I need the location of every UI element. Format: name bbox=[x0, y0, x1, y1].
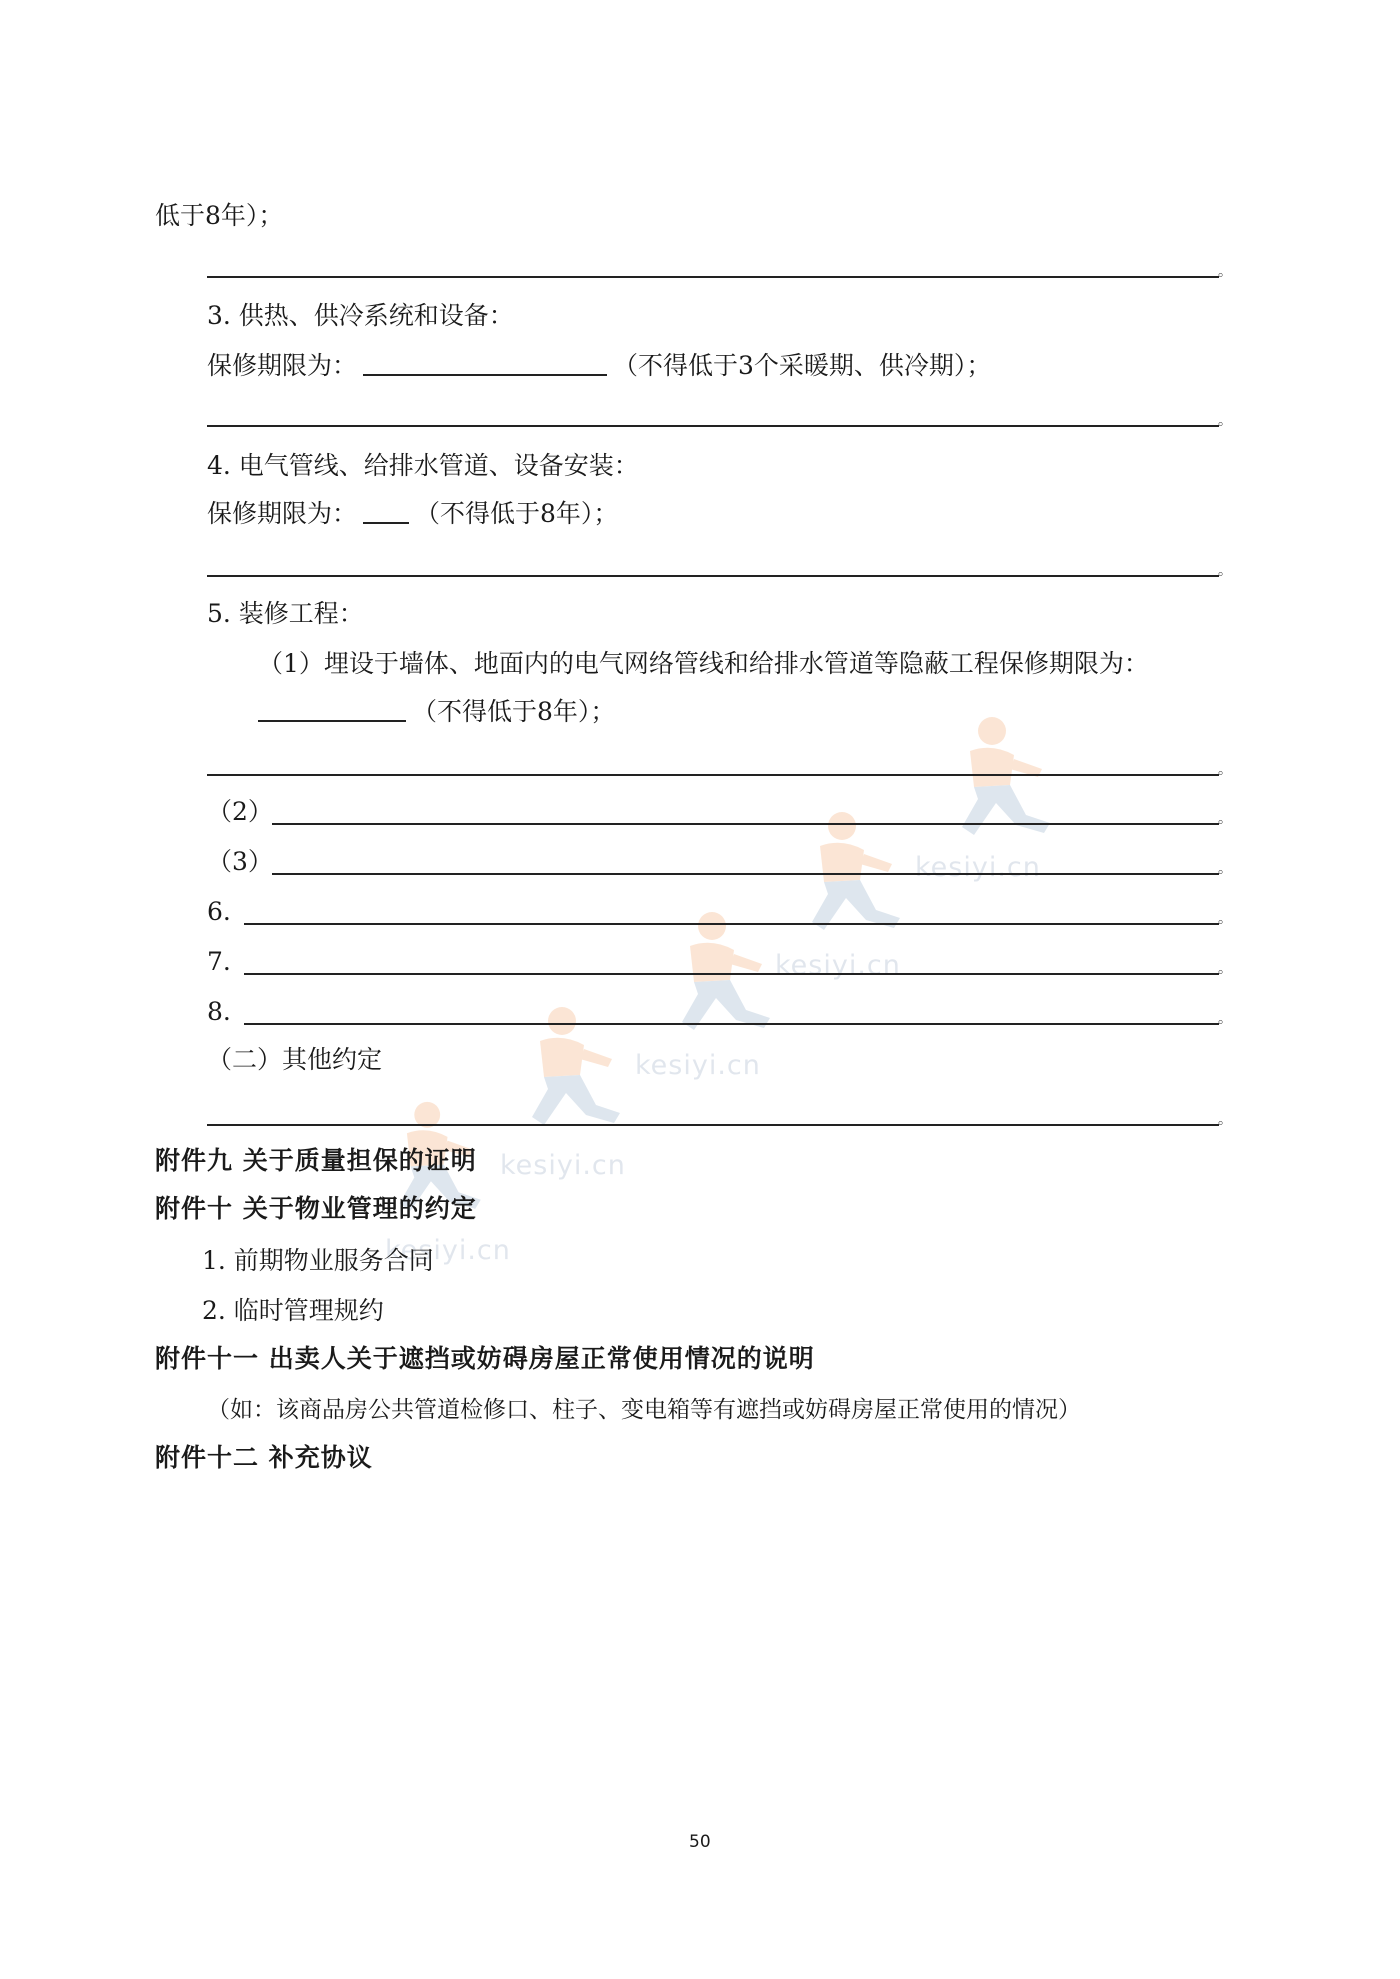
runner-icon bbox=[650, 910, 780, 1040]
item4-note: （不得低于8年）； bbox=[415, 499, 619, 528]
item8-label: 8. bbox=[207, 997, 231, 1026]
item3-period-row bbox=[207, 350, 991, 382]
item7-blank[interactable] bbox=[244, 973, 1219, 975]
item5-sub2-blank[interactable] bbox=[272, 823, 1219, 825]
annex11-heading: 附件十一 出卖人关于遮挡或妨碍房屋正常使用情况的说明 bbox=[155, 1344, 815, 1373]
item3-note: （不得低于3个采暖期、供冷期）； bbox=[613, 351, 992, 380]
fill-line bbox=[207, 276, 1219, 278]
item3-title: 3. 供热、供冷系统和设备： bbox=[207, 301, 514, 330]
item5-sub1-period-row bbox=[258, 696, 615, 728]
end-mark: 。 bbox=[1218, 264, 1232, 280]
annex10-heading: 附件十 关于物业管理的约定 bbox=[155, 1194, 477, 1223]
watermark-text: kesiyi.cn bbox=[915, 852, 1041, 883]
item3-blank[interactable] bbox=[363, 352, 607, 376]
other-agreement-title: （二）其他约定 bbox=[207, 1045, 383, 1074]
annex10-item: 1. 前期物业服务合同 bbox=[202, 1246, 434, 1275]
item4-blank[interactable] bbox=[363, 500, 409, 524]
item5-sub1: （1）埋设于墙体、地面内的电气网络管线和给排水管道等隐蔽工程保修期限为： bbox=[258, 649, 1149, 678]
item8-blank[interactable] bbox=[244, 1023, 1219, 1025]
item4-label: 保修期限为： bbox=[207, 499, 358, 528]
fill-line bbox=[207, 425, 1219, 427]
watermark-text: kesiyi.cn bbox=[385, 1235, 511, 1266]
end-mark: 。 bbox=[1218, 1011, 1232, 1027]
watermark-text: kesiyi.cn bbox=[635, 1050, 761, 1081]
fill-line bbox=[207, 575, 1219, 577]
item5-title: 5. 装修工程： bbox=[207, 599, 364, 628]
annex10-item: 2. 临时管理规约 bbox=[202, 1296, 384, 1325]
end-mark: 。 bbox=[1218, 563, 1232, 579]
item5-sub3-blank[interactable] bbox=[272, 873, 1219, 875]
item5-sub3-label: （3） bbox=[207, 847, 273, 876]
end-mark: 。 bbox=[1218, 861, 1232, 877]
item6-label: 6. bbox=[207, 897, 231, 926]
item5-sub2-label: （2） bbox=[207, 797, 273, 826]
end-mark: 。 bbox=[1218, 911, 1232, 927]
item5-sub1-blank[interactable] bbox=[258, 698, 406, 722]
item6-blank[interactable] bbox=[244, 923, 1219, 925]
runner-icon bbox=[930, 715, 1060, 845]
annex11-note: （如：该商品房公共管道检修口、柱子、变电箱等有遮挡或妨碍房屋正常使用的情况） bbox=[207, 1397, 1081, 1423]
item4-period-row bbox=[207, 498, 618, 530]
watermark-text: kesiyi.cn bbox=[500, 1150, 626, 1181]
end-mark: 。 bbox=[1218, 811, 1232, 827]
annex9-heading: 附件九 关于质量担保的证明 bbox=[155, 1146, 477, 1175]
end-mark: 。 bbox=[1218, 413, 1232, 429]
end-mark: 。 bbox=[1218, 762, 1232, 778]
item5-sub1-note: （不得低于8年）； bbox=[412, 697, 616, 726]
continued-line: 低于8年）； bbox=[155, 201, 284, 230]
end-mark: 。 bbox=[1218, 961, 1232, 977]
page-number: 50 bbox=[689, 1832, 711, 1852]
end-mark: 。 bbox=[1218, 1112, 1232, 1128]
runner-icon bbox=[780, 810, 910, 940]
item7-label: 7. bbox=[207, 947, 231, 976]
item4-title: 4. 电气管线、给排水管道、设备安装： bbox=[207, 451, 639, 480]
item3-label: 保修期限为： bbox=[207, 351, 358, 380]
watermark-text: kesiyi.cn bbox=[775, 950, 901, 981]
fill-line bbox=[207, 774, 1219, 776]
annex12-heading: 附件十二 补充协议 bbox=[155, 1443, 373, 1472]
fill-line bbox=[207, 1124, 1219, 1126]
